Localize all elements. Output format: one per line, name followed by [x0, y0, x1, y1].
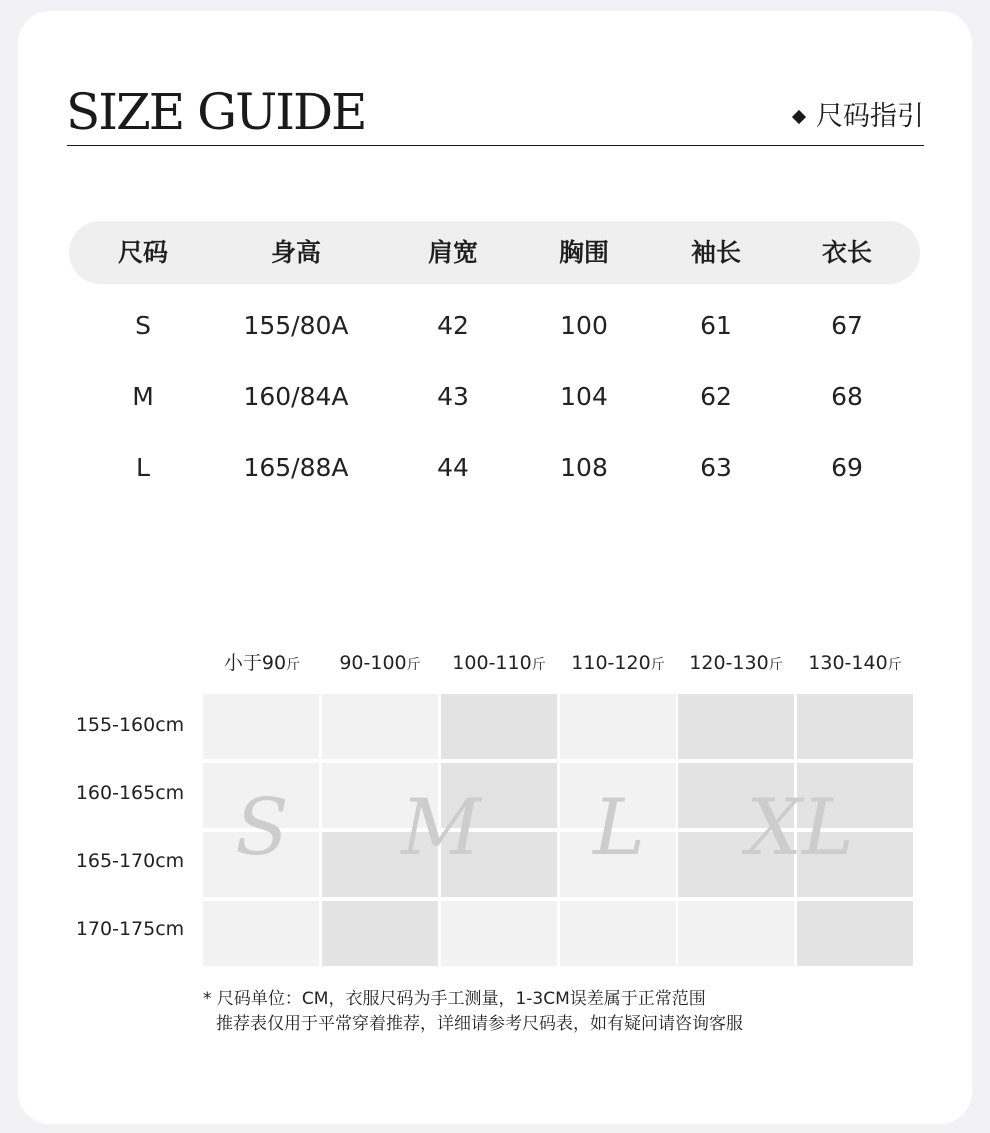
grid-cell: [441, 694, 557, 759]
size-letter-xl: XL: [746, 783, 854, 873]
cell-size: L: [136, 453, 150, 482]
height-row-label: 170-175cm: [75, 918, 185, 940]
cell-height: 160/84A: [243, 382, 349, 411]
cell-shoulder: 44: [437, 453, 469, 482]
size-letter-s: S: [235, 783, 289, 873]
grid-cell: [560, 694, 676, 759]
weight-col-label: 120-130斤: [689, 652, 783, 674]
grid-cell: [203, 901, 319, 966]
grid-cell: [678, 694, 794, 759]
col-header-height: 身高: [270, 238, 321, 267]
page-subtitle: [794, 100, 924, 134]
grid-cell: [322, 694, 438, 759]
cell-length: 67: [831, 311, 863, 340]
weight-col-label: 90-100斤: [339, 652, 421, 674]
col-header-chest: 胸围: [558, 238, 609, 267]
subtitle-text: 尺码指引: [816, 101, 924, 132]
cell-chest: 104: [560, 382, 608, 411]
diamond-icon: [792, 110, 806, 124]
grid-cell: [560, 901, 676, 966]
cell-length: 69: [831, 453, 863, 482]
footnote-line-2: 推荐表仅用于平常穿着推荐，详细请参考尺码表，如有疑问请咨询客服: [216, 1014, 743, 1034]
page-title: SIZE GUIDE: [66, 83, 366, 141]
grid-cell: [203, 694, 319, 759]
grid-cell: [797, 694, 913, 759]
height-row-label: 165-170cm: [75, 850, 185, 872]
cell-chest: 108: [560, 453, 608, 482]
cell-chest: 100: [560, 311, 608, 340]
col-header-length: 衣长: [821, 238, 872, 267]
cell-size: M: [132, 382, 154, 411]
size-letter-m: M: [401, 783, 481, 873]
weight-col-label: 110-120斤: [571, 652, 665, 674]
col-header-shoulder: 肩宽: [427, 238, 478, 267]
col-header-sleeve: 袖长: [690, 238, 741, 267]
footnote-line-1: * 尺码单位：CM，衣服尺码为手工测量，1-3CM误差属于正常范围: [203, 989, 706, 1009]
title-divider: [67, 145, 924, 146]
cell-sleeve: 63: [700, 453, 732, 482]
col-header-size: 尺码: [117, 238, 168, 267]
cell-sleeve: 61: [700, 311, 732, 340]
cell-height: 165/88A: [243, 453, 349, 482]
cell-shoulder: 43: [437, 382, 469, 411]
cell-height: 155/80A: [243, 311, 349, 340]
size-letter-l: L: [593, 783, 645, 873]
grid-cell: [797, 901, 913, 966]
grid-cell: [678, 901, 794, 966]
grid-cell: [441, 901, 557, 966]
weight-col-label: 小于90斤: [223, 652, 301, 674]
height-row-label: 155-160cm: [75, 714, 185, 736]
cell-shoulder: 42: [437, 311, 469, 340]
cell-length: 68: [831, 382, 863, 411]
cell-sleeve: 62: [700, 382, 732, 411]
height-row-label: 160-165cm: [75, 782, 185, 804]
weight-col-label: 100-110斤: [452, 652, 546, 674]
cell-size: S: [135, 311, 151, 340]
weight-col-label: 130-140斤: [808, 652, 902, 674]
grid-cell: [322, 901, 438, 966]
